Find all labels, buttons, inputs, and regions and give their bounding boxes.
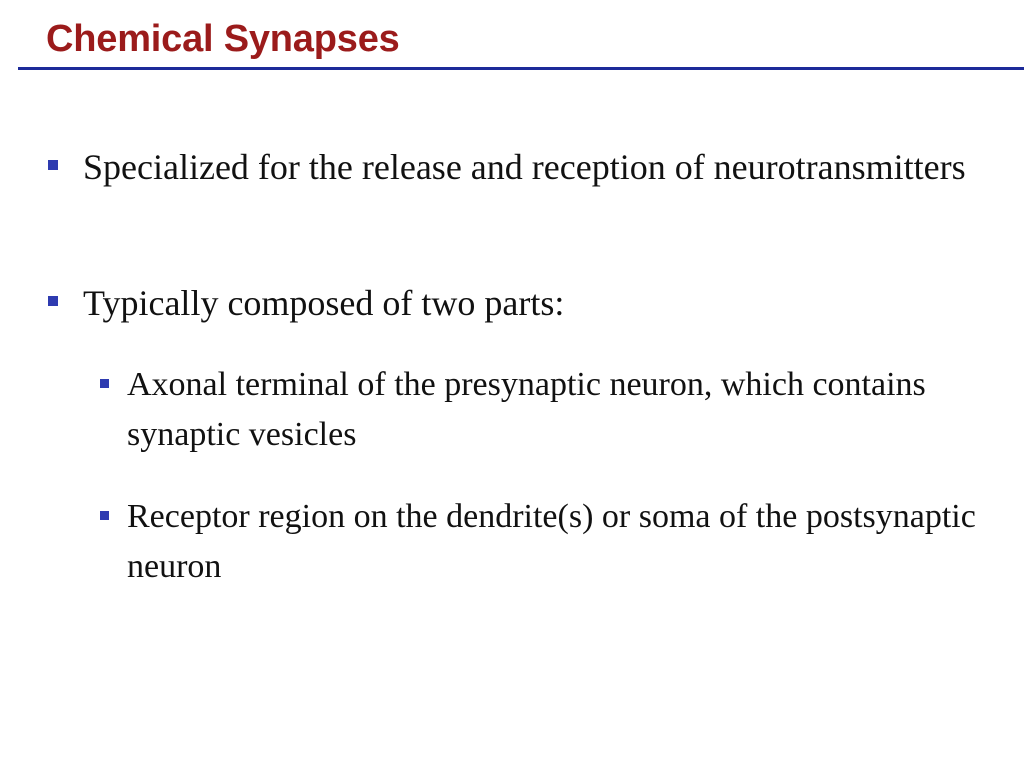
square-bullet-icon [100,511,109,520]
sub-bullet-item [127,360,987,460]
bullet-text: Specialized for the release and reception of neurotransmitters [83,147,966,187]
slide-title: Chemical Synapses [46,18,400,60]
bullet-text: Typically composed of two parts: [83,283,565,323]
square-bullet-icon [48,160,58,170]
square-bullet-icon [48,296,58,306]
square-bullet-icon [100,379,109,388]
title-divider [18,67,1024,70]
sub-bullet-text: Axonal terminal of the presynaptic neuron, which contains synaptic vesicles [127,366,926,453]
sub-bullet-text: Receptor region on the dendrite(s) or soma of the postsynaptic neuron [127,498,976,585]
sub-bullet-item [127,492,987,592]
bullet-item [83,142,983,192]
bullet-item [83,278,983,328]
